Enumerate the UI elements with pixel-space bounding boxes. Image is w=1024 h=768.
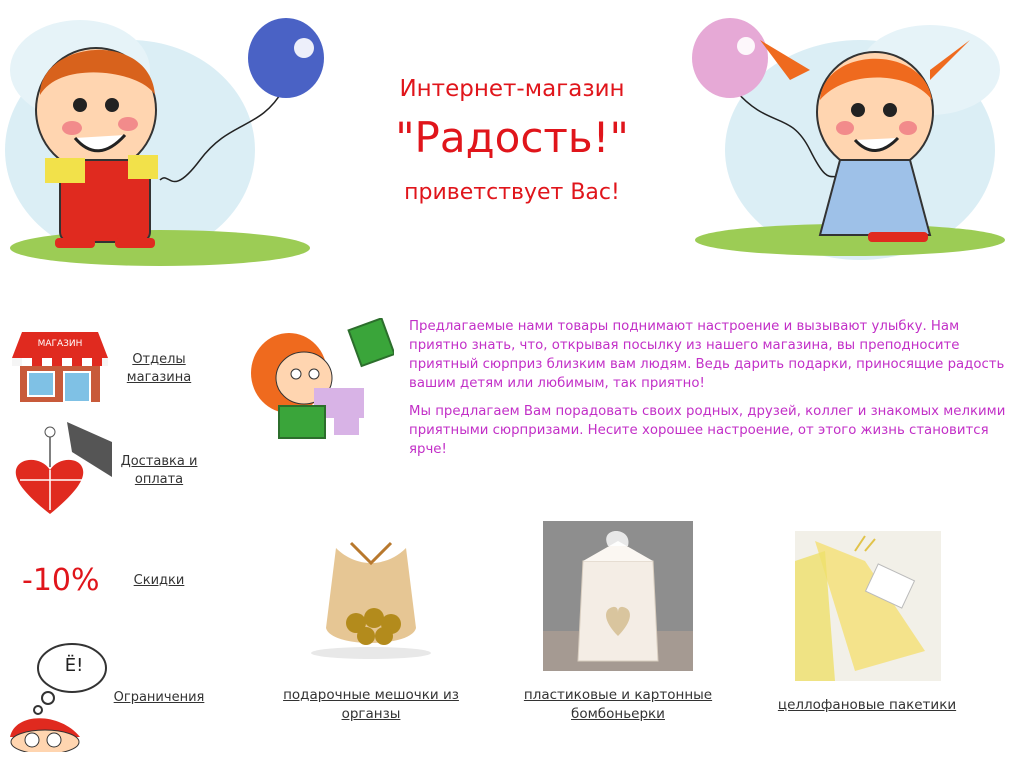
intro-text	[409, 317, 1014, 468]
nav-link-restrictions[interactable]: Ограничения	[113, 690, 205, 705]
heart-icon[interactable]	[12, 422, 112, 520]
product-link-bonbonnieres[interactable]: пластиковые и картонные бомбоньерки	[523, 687, 713, 722]
bonbonniere-box-image[interactable]	[543, 521, 693, 671]
intro-paragraph-2: Мы предлагаем Вам порадовать своих родных, друзей, коллег и знакомых мелкими приятными сюрпризами. Несите хорошее настроение, от этого жизнь становится ярче!	[409, 404, 1006, 457]
shop-name-title: "Радость!"	[395, 113, 629, 162]
nav-link-departments[interactable]: Отделы магазина	[126, 352, 192, 385]
discount-icon[interactable]: -10%	[22, 563, 100, 598]
header-line-1: Интернет-магазин	[399, 76, 625, 102]
nav-link-discounts[interactable]: Скидки	[133, 573, 185, 588]
organza-bag-image[interactable]	[296, 528, 446, 668]
product-link-organza-bags[interactable]: подарочные мешочки из органзы	[283, 687, 459, 722]
shop-icon[interactable]	[12, 332, 108, 404]
product-link-cellophane-bags[interactable]: целлофановые пакетики	[777, 697, 957, 713]
nav-link-delivery-payment[interactable]: Доставка и оплата	[120, 454, 198, 487]
svg-text:МАГАЗИН: МАГАЗИН	[37, 339, 83, 349]
thought-bubble-text: Ё!	[64, 655, 84, 676]
header-line-3: приветствует Вас!	[404, 180, 620, 205]
intro-paragraph-1: Предлагаемые нами товары поднимают настроение и вызывают улыбку. Нам приятно знать, что, открывая посылку из нашего магазина, вы преподносите приятный сюрприз близким вам людям. Ведь дарить подарки, приносящие радость вашим детям или любимым, так приятно!	[409, 319, 1005, 391]
cellophane-bag-image[interactable]	[795, 531, 941, 681]
girl-with-gift-illustration	[244, 318, 394, 443]
